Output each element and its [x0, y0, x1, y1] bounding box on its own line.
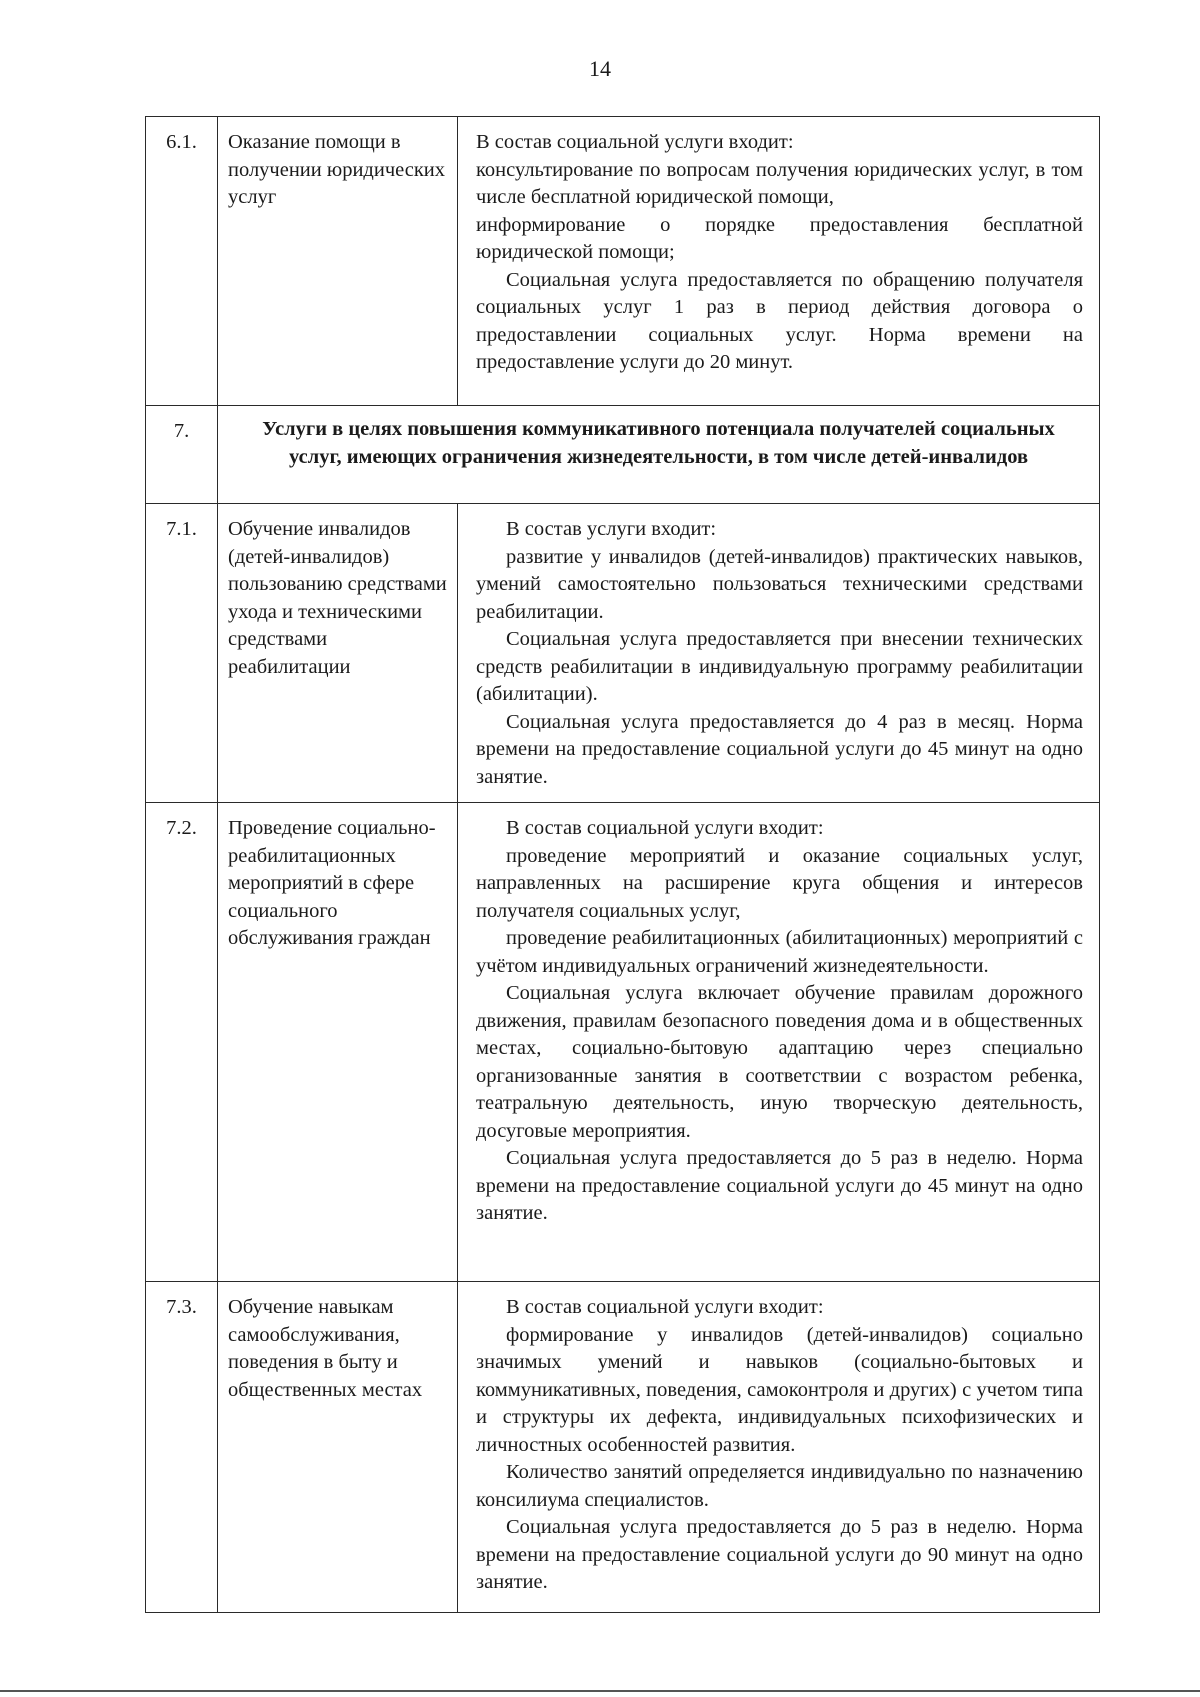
description-paragraph: консультирование по вопросам получения юридических услуг, в том числе бесплатной юридической помощи, [476, 158, 1083, 208]
description-paragraph: В состав услуги входит: [506, 518, 717, 540]
service-name: Проведение социально-реабилитационных мероприятий в сфере социального обслуживания граждан [218, 803, 458, 1282]
description-paragraph: информирование о порядке предоставления бесплатной юридической помощи; [476, 213, 1083, 263]
table-row [146, 504, 1100, 803]
section-number: 7. [146, 406, 218, 504]
table-row [146, 117, 1100, 406]
description-paragraph: развитие у инвалидов (детей-инвалидов) практических навыков, умений самостоятельно пользоваться техническими средствами реабилитации. [476, 545, 1083, 623]
service-name: Обучение инвалидов (детей-инвалидов) пользованию средствами ухода и техническими средствами реабилитации [218, 504, 458, 803]
services-table [145, 116, 1100, 1613]
description-paragraph: проведение мероприятий и оказание социальных услуг, направленных на расширение круга общения и интересов получателя социальных услуг, [476, 844, 1083, 922]
description-paragraph: В состав социальной услуги входит: [506, 817, 824, 839]
service-description [458, 117, 1100, 406]
page-number: 14 [589, 56, 611, 81]
service-description [458, 803, 1100, 1282]
service-description [458, 1282, 1100, 1613]
description-paragraph: Социальная услуга предоставляется до 5 раз в неделю. Норма времени на предоставление социальной услуги до 90 минут на одно занятие. [476, 1516, 1083, 1593]
description-paragraph: Социальная услуга предоставляется до 4 раз в месяц. Норма времени на предоставление социальной услуги до 45 минут на одно занятие. [476, 710, 1083, 788]
description-paragraph: Социальная услуга включает обучение правилам дорожного движения, правилам безопасного поведения дома и в общественных местах, социально-бытовую адаптацию через специально организованные занятия в соответствии с возрастом ребенка, театральную деятельность, иную творческую деятельность, досуговые мероприятия. [476, 982, 1083, 1142]
description-paragraph: Социальная услуга предоставляется при внесении технических средств реабилитации в индивидуальную программу реабилитации (абилитации). [476, 628, 1083, 705]
description-paragraph: формирование у инвалидов (детей-инвалидов) социально значимых умений и навыков (социально-бытовых и коммуникативных, поведения, самоконтроля и других) с учетом типа и структуры их дефекта, индивидуальных психофизических и личностных особенностей развития. [476, 1323, 1083, 1456]
description-paragraph: Социальная услуга предоставляется до 5 раз в неделю. Норма времени на предоставление социальной услуги до 45 минут на одно занятие. [476, 1147, 1083, 1224]
service-name: Оказание помощи в получении юридических услуг [218, 117, 458, 406]
row-number: 7.2. [146, 803, 218, 1282]
scan-bottom-edge [0, 1690, 1200, 1692]
description-paragraph: В состав социальной услуги входит: [506, 1296, 824, 1318]
table-row [146, 1282, 1100, 1613]
row-number: 7.1. [146, 504, 218, 803]
section-title: Услуги в целях повышения коммуникативного потенциала получателей социальных услуг, имеющих ограничения жизнедеятельности, в том числе детей-инвалидов [218, 406, 1100, 504]
description-paragraph: Социальная услуга предоставляется по обращению получателя социальных услуг 1 раз в период действия договора о предоставлении социальных услуг. Норма времени на предоставление услуги до 20 минут. [476, 268, 1083, 373]
description-paragraph: В состав социальной услуги входит: [476, 131, 794, 153]
service-description [458, 504, 1100, 803]
service-name: Обучение навыкам самообслуживания, поведения в быту и общественных местах [218, 1282, 458, 1613]
description-paragraph: Количество занятий определяется индивидуально по назначению консилиума специалистов. [476, 1461, 1083, 1511]
description-paragraph: проведение реабилитационных (абилитационных) мероприятий с учётом индивидуальных ограничений жизнедеятельности. [476, 927, 1083, 977]
table-row [146, 803, 1100, 1282]
table-row [146, 406, 1100, 504]
row-number: 7.3. [146, 1282, 218, 1613]
row-number: 6.1. [146, 117, 218, 406]
